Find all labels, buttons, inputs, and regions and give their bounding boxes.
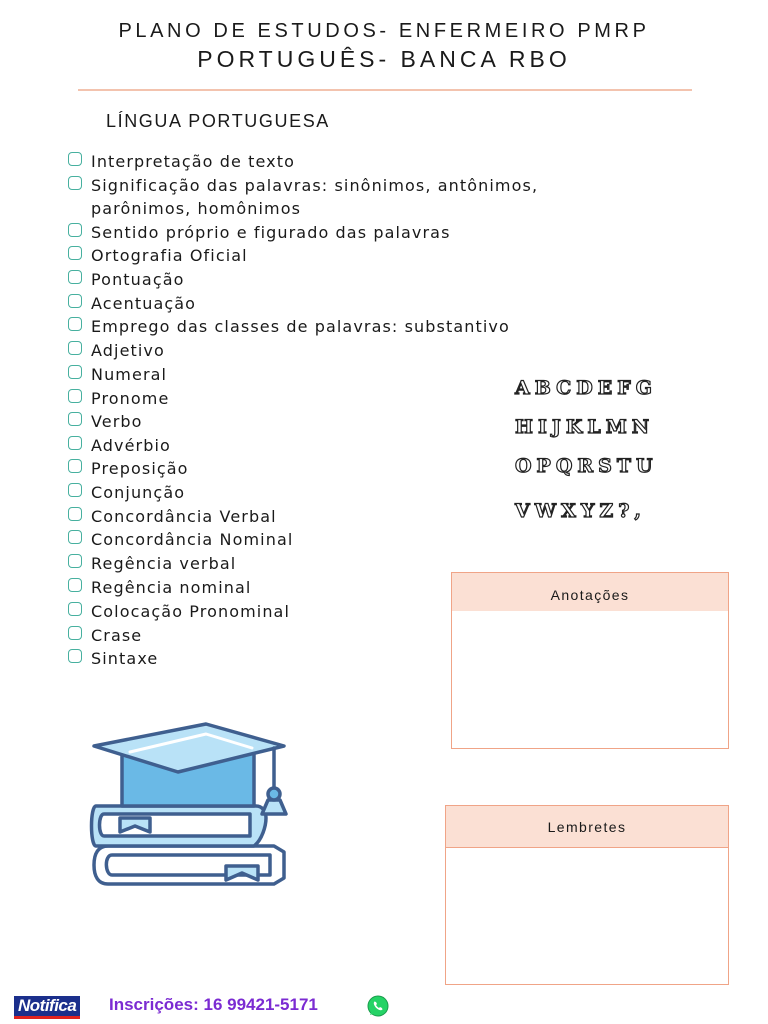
reminders-box-title: Lembretes <box>446 806 728 848</box>
checklist-item-label: Regência verbal <box>91 554 237 573</box>
checklist-item-label: parônimos, homônimos <box>91 199 302 218</box>
footer-bar <box>0 990 768 1024</box>
notes-box[interactable] <box>451 572 729 749</box>
checkbox[interactable] <box>68 554 82 568</box>
checkbox[interactable] <box>68 223 82 237</box>
checkbox[interactable] <box>68 507 82 521</box>
checklist-item-label: Sentido próprio e figurado das palavras <box>91 223 451 242</box>
checklist-item-label: Significação das palavras: sinônimos, antônimos, <box>91 176 539 195</box>
section-title: LÍNGUA PORTUGUESA <box>106 111 330 131</box>
checklist-item-label: Ortografia Oficial <box>91 246 248 265</box>
title-line-2: PORTUGUÊS- BANCA RBO <box>197 46 571 72</box>
checkbox[interactable] <box>68 294 82 308</box>
checkbox[interactable] <box>68 483 82 497</box>
checkbox[interactable] <box>68 436 82 450</box>
header-divider <box>78 89 692 91</box>
checklist-item-label: Concordância Verbal <box>91 507 277 526</box>
checkbox[interactable] <box>68 270 82 284</box>
checkbox[interactable] <box>68 459 82 473</box>
checklist-item-label: Pontuação <box>91 270 185 289</box>
checklist-item-label: Adjetivo <box>91 341 165 360</box>
alphabet-row: HIJKLMN <box>515 416 655 438</box>
checklist-item-label: Acentuação <box>91 294 197 313</box>
checkbox[interactable] <box>68 530 82 544</box>
checkbox[interactable] <box>68 176 82 190</box>
checklist-item-label: Emprego das classes de palavras: substantivo <box>91 317 510 336</box>
checkbox[interactable] <box>68 341 82 355</box>
graduation-cap-on-books-icon <box>86 718 298 890</box>
checklist-item-label: Crase <box>91 626 143 645</box>
alphabet-row: OPQRSTU <box>515 455 658 477</box>
checkbox[interactable] <box>68 649 82 663</box>
checklist-item-label: Sintaxe <box>91 649 159 668</box>
whatsapp-icon[interactable] <box>366 994 390 1018</box>
checklist-item-label: Interpretação de texto <box>91 152 295 171</box>
checkbox[interactable] <box>68 317 82 331</box>
checkbox[interactable] <box>68 626 82 640</box>
checklist-item-label: Verbo <box>91 412 143 431</box>
checkbox[interactable] <box>68 365 82 379</box>
alphabet-row: ABCDEFG <box>515 377 657 399</box>
checklist-item-label: Concordância Nominal <box>91 530 294 549</box>
title-line-1: PLANO DE ESTUDOS- ENFERMEIRO PMRP <box>118 20 650 42</box>
enrollment-contact[interactable]: Inscrições: 16 99421-5171 <box>109 995 318 1014</box>
notes-box-title: Anotações <box>452 573 728 611</box>
checkbox[interactable] <box>68 246 82 260</box>
checklist-item-label: Colocação Pronominal <box>91 602 291 621</box>
reminders-box[interactable] <box>445 805 729 985</box>
checkbox[interactable] <box>68 602 82 616</box>
checkbox[interactable] <box>68 412 82 426</box>
checklist-item-label: Regência nominal <box>91 578 252 597</box>
checkbox[interactable] <box>68 152 82 166</box>
checklist-item-label: Numeral <box>91 365 168 384</box>
checklist-item-label: Pronome <box>91 389 170 408</box>
alphabet-row: VWXYZ?, <box>515 500 647 522</box>
checklist-item-label: Preposição <box>91 459 189 478</box>
checkbox[interactable] <box>68 389 82 403</box>
brand-logo: Notifica <box>14 996 80 1019</box>
checklist-item-label: Conjunção <box>91 483 186 502</box>
checklist-item-label: Advérbio <box>91 436 171 455</box>
checkbox[interactable] <box>68 578 82 592</box>
